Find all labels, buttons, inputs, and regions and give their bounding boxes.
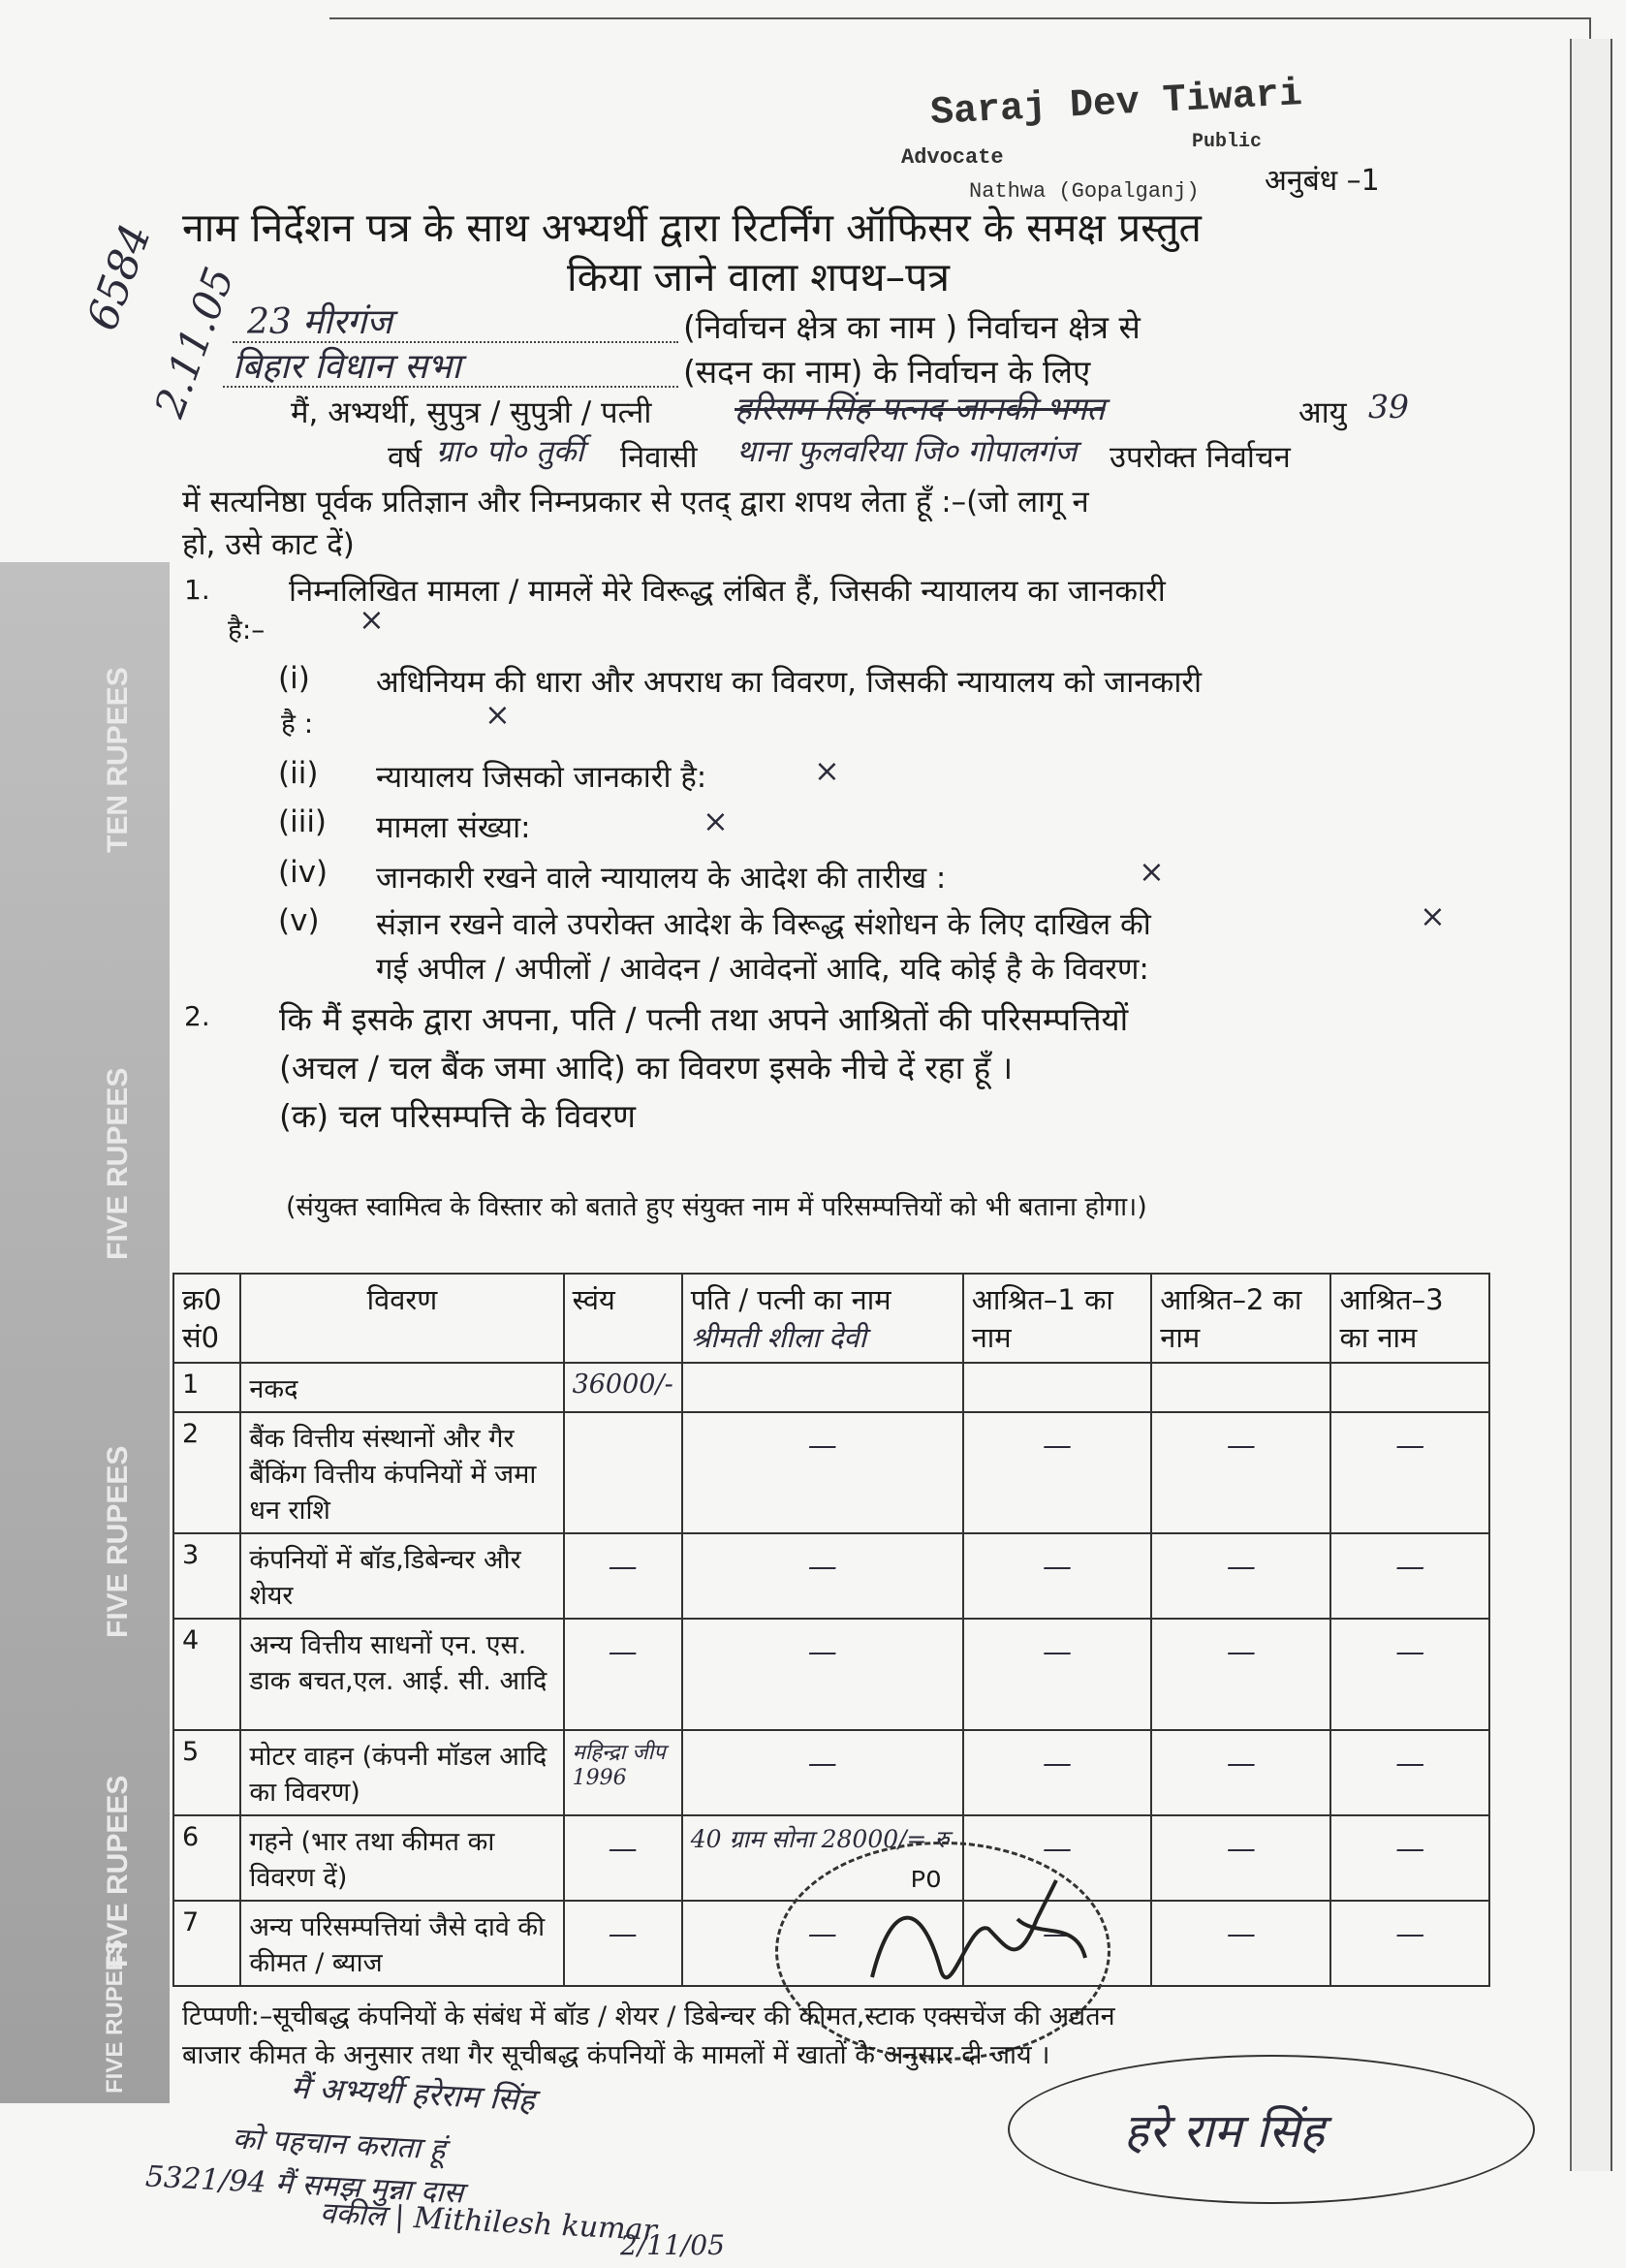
residence-middle: निवासी <box>620 440 698 475</box>
row-dependent-1: — <box>963 1619 1152 1730</box>
row-description: अन्य परिसम्पत्तियां जैसे दावे की कीमत / ब्याज <box>240 1901 563 1986</box>
house-rule <box>223 386 678 388</box>
row-dependent-2: — <box>1151 1619 1330 1730</box>
sub-iv-number: (iv) <box>278 855 328 890</box>
stamp-label-2: FIVE RUPEES <box>102 1067 134 1260</box>
footnote-line2: बाजार कीमत के अनुसार तथा गैर सूचीबद्ध कंपनियों के मामलों में खातों के अनुसार दी जाय । <box>182 2040 1050 2070</box>
footnote-line1: टिप्पणी:–सूचीबद्ध कंपनियों के संबंध में बॉड / शेयर / डिबेन्चर की कीमत,स्टाक एक्सचेंज की अद्यतन <box>182 2001 1115 2032</box>
row-spouse: — <box>682 1533 963 1619</box>
header-dependent-3: आश्रित–3 का नाम <box>1330 1274 1489 1363</box>
item1-number: 1. <box>184 574 210 606</box>
stamp-paper-strip <box>0 562 170 2103</box>
row-dependent-3: — <box>1330 1815 1489 1901</box>
constituency-label: (निर्वाचन क्षेत्र का नाम ) निर्वाचन क्षेत्र से <box>683 308 1141 346</box>
header-self: स्वंय <box>564 1274 682 1363</box>
row-dependent-3: — <box>1330 1412 1489 1533</box>
advocate-stamp-name: Saraj Dev Tiwari <box>929 72 1303 137</box>
row-self: — <box>564 1533 682 1619</box>
sub-v-text: संज्ञान रखने वाले उपरोक्त आदेश के विरूद्ध संशोधन के लिए दाखिल की <box>376 907 1151 942</box>
row-dependent-2: — <box>1151 1730 1330 1815</box>
row-number: 7 <box>173 1901 240 1986</box>
item1-cross: × <box>359 601 385 638</box>
sub-i-text: अधिनियम की धारा और अपराध का विवरण, जिसकी न्यायालय को जानकारी <box>376 665 1203 700</box>
stamp-label-4: FIVE RUPEES <box>102 1775 134 1968</box>
attestation-line2: को पहचान कराता हूं <box>232 2122 447 2167</box>
row-dependent-2: — <box>1151 1901 1330 1986</box>
header-dependent-1: आश्रित–1 का नाम <box>963 1274 1152 1363</box>
table-row <box>173 1412 1489 1533</box>
row-self: — <box>564 1815 682 1901</box>
row-description: बैंक वित्तीय संस्थानों और गैर बैंकिंग वित्तीय कंपनियों में जमा धन राशि <box>240 1412 563 1533</box>
row-dependent-3: — <box>1330 1901 1489 1986</box>
joint-ownership-note: (संयुक्त स्वामित्व के विस्तार को बताते हुए संयुक्त नाम में परिसम्पत्तियों को भी बताना होगा।) <box>286 1192 1147 1222</box>
advocate-stamp-title: Advocate <box>901 145 1004 170</box>
row-dependent-1: — <box>963 1730 1152 1815</box>
table-header-row <box>173 1274 1489 1363</box>
house-name-filled: बिहार विधान सभा <box>233 347 461 387</box>
item1-text: निम्नलिखित मामला / मामलें मेरे विरूद्ध लंबित हैं, जिसकी न्यायालय का जानकारी <box>289 574 1166 609</box>
row-spouse: — <box>682 1730 963 1815</box>
header-spouse-label: पति / पत्नी का नाम <box>690 1283 891 1316</box>
row-spouse <box>682 1363 963 1412</box>
stamp-label-3: FIVE RUPEES <box>102 1445 134 1638</box>
table-row <box>173 1533 1489 1619</box>
row-dependent-2: — <box>1151 1815 1330 1901</box>
row-dependent-2: — <box>1151 1412 1330 1533</box>
row-dependent-1 <box>963 1363 1152 1412</box>
row-self: महिन्द्रा जीप 1996 <box>564 1730 682 1815</box>
row-description: अन्य वित्तीय साधनों एन. एस. डाक बचत,एल. आई. सी. आदि <box>240 1619 563 1730</box>
item1-text2: है:– <box>228 614 266 646</box>
sub-ii-text: न्यायालय जिसको जानकारी है: <box>376 760 707 795</box>
item2-sub-heading: (क) चल परिसम्पत्ति के विवरण <box>279 1097 637 1135</box>
stamp-label-1: TEN RUPEES <box>102 667 134 853</box>
sub-i-cross: × <box>485 696 511 733</box>
sub-iv-cross: × <box>1139 853 1165 890</box>
sub-i-text2: है : <box>281 708 314 740</box>
row-number: 4 <box>173 1619 240 1730</box>
row-dependent-2: — <box>1151 1533 1330 1619</box>
oath-text-2: हो, उसे काट दें) <box>182 527 355 562</box>
stamp-label-5: FIVE RUPEES <box>102 1939 128 2094</box>
sub-v-cross: × <box>1420 898 1446 934</box>
row-spouse: — <box>682 1901 963 1986</box>
item2-text2: (अचल / चल बैंक जमा आदि) का विवरण इसके नीचे दें रहा हूँ । <box>279 1049 1014 1087</box>
back-sheet-edge-right <box>1570 39 1612 2171</box>
oath-text: में सत्यनिष्ठा पूर्वक प्रतिज्ञान और निम्नप्रकार से एतद् द्वारा शपथ लेता हूँ :–(जो लागू न <box>182 485 1089 520</box>
form-title-line2: किया जाने वाला शपथ–पत्र <box>567 254 951 300</box>
row-description: नकद <box>240 1363 563 1412</box>
row-number: 1 <box>173 1363 240 1412</box>
row-self: — <box>564 1901 682 1986</box>
residence-place-filled: थाना फुलवरिया जि० गोपालगंज <box>736 434 1078 469</box>
sub-ii-cross: × <box>814 752 840 789</box>
advocate-stamp-place: Nathwa (Gopalganj) <box>969 179 1200 204</box>
attestation-line3: 5321/94 मैं समझ मुन्ना दास <box>144 2159 464 2211</box>
residence-prefix: वर्ष <box>388 440 422 475</box>
row-description: मोटर वाहन (कंपनी मॉडल आदि का विवरण) <box>240 1730 563 1815</box>
row-spouse: — <box>682 1412 963 1533</box>
row-dependent-1: — <box>963 1815 1152 1901</box>
residence-village-filled: ग्रा० पो० तुर्की <box>436 434 584 469</box>
row-dependent-1: — <box>963 1533 1152 1619</box>
item2-text: कि मैं इसके द्वारा अपना, पति / पत्नी तथा अपने आश्रितों की परिसम्पत्तियों <box>279 1000 1129 1038</box>
side-receipt-number: 6584 <box>78 217 162 337</box>
row-dependent-3: — <box>1330 1619 1489 1730</box>
side-receipt-date: 2.11.05 <box>145 261 243 424</box>
back-sheet-edge <box>329 17 1591 58</box>
row-self: 36000/- <box>564 1363 682 1412</box>
sub-iv-text: जानकारी रखने वाले न्यायालय के आदेश की तारीख : <box>376 861 947 896</box>
candidate-signature: हरे राम सिंह <box>1124 2104 1325 2158</box>
house-label: (सदन का नाम) के निर्वाचन के लिए <box>683 353 1091 391</box>
row-self <box>564 1412 682 1533</box>
header-dependent-2: आश्रित–2 का नाम <box>1151 1274 1330 1363</box>
row-description: गहने (भार तथा कीमत का विवरण दें) <box>240 1815 563 1901</box>
annexure-label: अनुबंध –1 <box>1265 164 1380 198</box>
row-number: 3 <box>173 1533 240 1619</box>
age-value: 39 <box>1368 388 1409 425</box>
row-description: कंपनियों में बॉड,डिबेन्चर और शेयर <box>240 1533 563 1619</box>
sub-iii-text: मामला संख्या: <box>376 810 531 845</box>
row-dependent-3: — <box>1330 1730 1489 1815</box>
table-row <box>173 1730 1489 1815</box>
header-sr-no: क्र0 सं0 <box>173 1274 240 1363</box>
sub-iii-number: (iii) <box>278 804 328 839</box>
spouse-name-filled: श्रीमती शीला देवी <box>690 1321 867 1354</box>
constituency-name-filled: 23 मीरगंज <box>247 302 392 342</box>
sub-iii-cross: × <box>703 803 729 839</box>
row-spouse: 40 ग्राम सोना 28000/= रु <box>682 1815 963 1901</box>
declarant-name-filled: हरिराम सिंह पत्नद जानकी भगत <box>735 390 1106 427</box>
attestation-line1: मैं अभ्यर्थी हरेराम सिंह <box>290 2068 537 2119</box>
sub-v-text2: गई अपील / अपीलों / आवेदन / आवेदनों आदि, यदि कोई है के विवरण: <box>376 952 1149 987</box>
attestation-line4: वकील | Mithilesh kumar <box>319 2195 658 2249</box>
notary-seal-text: PO <box>911 1866 942 1895</box>
row-dependent-3: — <box>1330 1533 1489 1619</box>
form-title-line1: नाम निर्देशन पत्र के साथ अभ्यर्थी द्वारा रिटर्निंग ऑफिसर के समक्ष प्रस्तुत <box>182 205 1202 251</box>
sub-v-number: (v) <box>278 903 320 938</box>
header-spouse <box>682 1274 963 1363</box>
row-dependent-1: — <box>963 1901 1152 1986</box>
item2-number: 2. <box>184 1000 210 1032</box>
row-spouse: — <box>682 1619 963 1730</box>
sub-ii-number: (ii) <box>278 756 319 791</box>
row-number: 5 <box>173 1730 240 1815</box>
residence-suffix: उपरोक्त निर्वाचन <box>1110 440 1291 475</box>
row-number: 6 <box>173 1815 240 1901</box>
table-row <box>173 1363 1489 1412</box>
advocate-stamp-public: Public <box>1192 131 1263 153</box>
row-number: 2 <box>173 1412 240 1533</box>
row-dependent-1: — <box>963 1412 1152 1533</box>
row-dependent-3 <box>1330 1363 1489 1412</box>
declarant-prefix: मैं, अभ्यर्थी, सुपुत्र / सुपुत्री / पत्नी <box>291 395 652 430</box>
header-description: विवरण <box>240 1274 563 1363</box>
row-self: — <box>564 1619 682 1730</box>
table-row <box>173 1619 1489 1730</box>
sub-i-number: (i) <box>278 661 310 696</box>
attestation-date: 2/11/05 <box>620 2229 725 2261</box>
age-label: आयु <box>1298 395 1347 430</box>
row-dependent-2 <box>1151 1363 1330 1412</box>
